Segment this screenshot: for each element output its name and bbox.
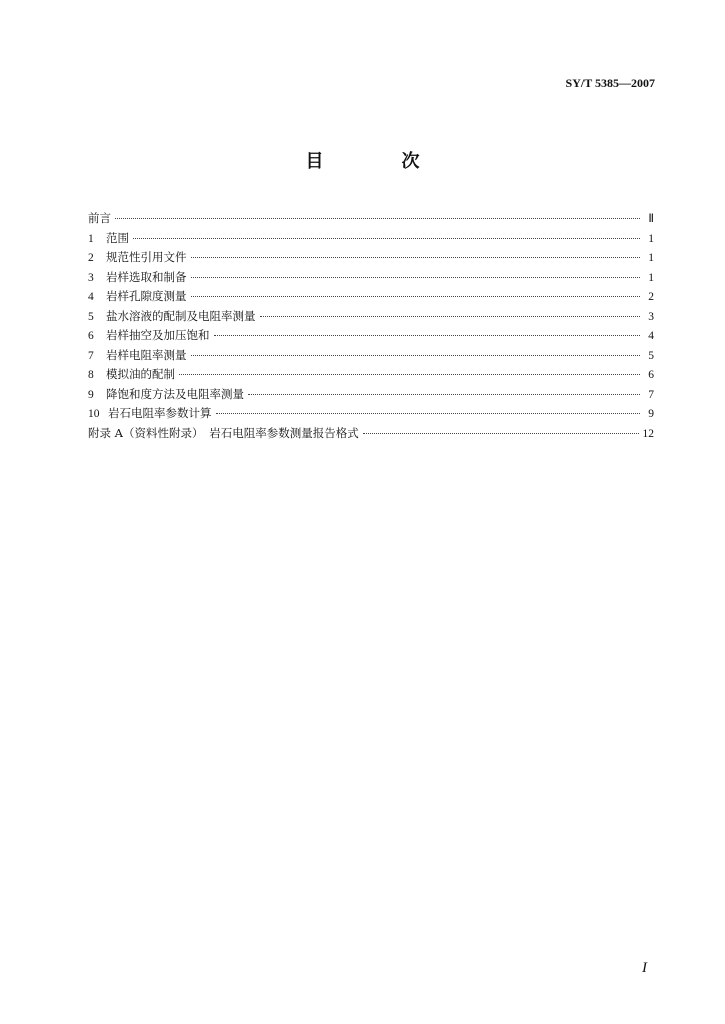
toc-label: 盐水溶液的配制及电阻率测量 (106, 308, 256, 323)
standard-code: SY/T 5385—2007 (565, 76, 655, 90)
toc-label: 附录 A（资料性附录） 岩石电阻率参数测量报告格式 (88, 425, 359, 440)
toc-entry-foreword[interactable] (88, 209, 654, 229)
toc-page: 6 (648, 369, 654, 381)
toc-page: 12 (642, 427, 654, 440)
toc-label: 岩石电阻率参数计算 (108, 406, 212, 420)
toc-entry-8[interactable] (88, 365, 654, 385)
dot-leader (133, 238, 640, 239)
toc-page: 3 (648, 310, 654, 323)
toc-label: 规范性引用文件 (106, 250, 187, 264)
dot-leader (179, 374, 640, 375)
toc-entry-1[interactable] (88, 229, 654, 249)
toc-number: 10 (88, 408, 100, 420)
toc-page: Ⅱ (648, 213, 654, 225)
dot-leader (248, 394, 640, 395)
toc-entry-10[interactable] (88, 404, 654, 424)
toc-label: 前言 (88, 211, 111, 225)
dot-leader (191, 257, 641, 258)
toc-label: 降饱和度方法及电阻率测量 (106, 386, 244, 401)
dot-leader (216, 413, 641, 414)
toc-page: 9 (648, 408, 654, 420)
page-title: 目 次 (305, 151, 450, 172)
dot-leader (115, 218, 640, 219)
dot-leader (214, 335, 641, 336)
toc-page: 1 (648, 252, 654, 264)
toc-entry-2[interactable] (88, 248, 654, 268)
dot-leader (191, 355, 641, 356)
toc-page: 4 (648, 330, 654, 342)
toc-entry-7[interactable] (88, 346, 654, 366)
toc-label: 岩样孔隙度测量 (106, 289, 187, 303)
toc-number: 2 (88, 252, 94, 264)
page-number: I (642, 960, 647, 976)
toc-page: 5 (648, 349, 654, 362)
toc-page: 2 (648, 291, 654, 303)
dot-leader (191, 277, 641, 278)
toc-number: 5 (88, 310, 94, 323)
dot-leader (363, 433, 639, 434)
toc-label: 模拟油的配制 (106, 367, 175, 381)
toc-label: 范围 (106, 230, 129, 245)
toc-entry-5[interactable] (88, 307, 654, 327)
toc-number: 1 (88, 232, 94, 245)
toc-entry-6[interactable] (88, 326, 654, 346)
table-of-contents (88, 209, 654, 443)
toc-number: 9 (88, 388, 94, 401)
toc-number: 4 (88, 291, 94, 303)
toc-number: 6 (88, 330, 94, 342)
toc-entry-4[interactable] (88, 287, 654, 307)
dot-leader (191, 296, 641, 297)
toc-page: 7 (648, 388, 654, 401)
toc-label: 岩样抽空及加压饱和 (106, 328, 210, 342)
toc-entry-3[interactable] (88, 268, 654, 288)
toc-entry-9[interactable] (88, 385, 654, 405)
toc-number: 7 (88, 349, 94, 362)
toc-number: 3 (88, 271, 94, 284)
toc-label: 岩样电阻率测量 (106, 347, 187, 362)
toc-number: 8 (88, 369, 94, 381)
dot-leader (260, 316, 641, 317)
toc-label: 岩样选取和制备 (106, 269, 187, 284)
toc-page: 1 (648, 271, 654, 284)
toc-page: 1 (648, 232, 654, 245)
toc-entry-appendix-a[interactable] (88, 424, 654, 444)
